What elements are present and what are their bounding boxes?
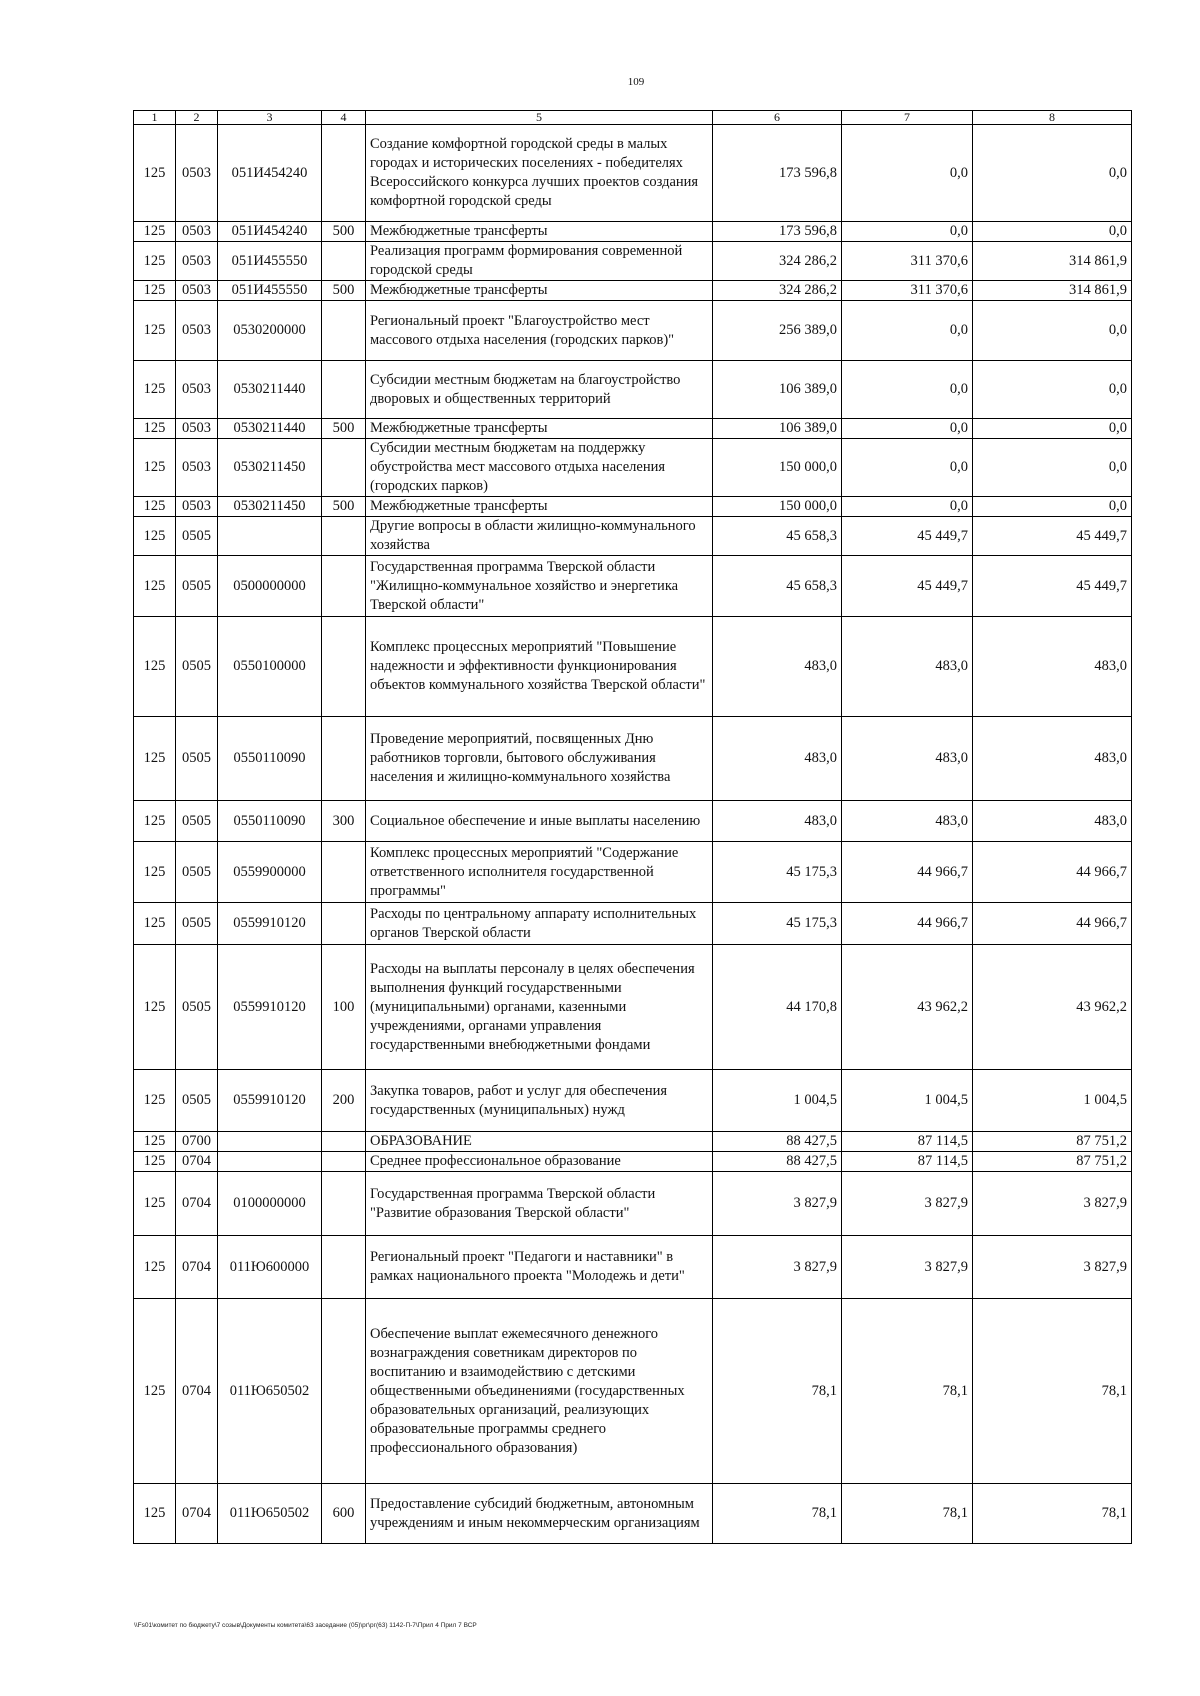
cell-section: 0704 [176,1484,218,1544]
cell-value-6: 3 827,9 [713,1172,842,1236]
cell-name: Обеспечение выплат ежемесячного денежного вознаграждения советникам директоров по воспитанию и взаимодействию с детскими общественными объединениями (государственных образовательных организаций, реализующих образовательные программы среднего профессионального образования) [366,1299,713,1484]
cell-target-article: 011Ю600000 [218,1236,322,1299]
cell-admin: 125 [134,1152,176,1172]
table-row [134,945,1132,1070]
cell-name: Среднее профессиональное образование [366,1152,713,1172]
cell-value-7: 0,0 [842,301,973,361]
table-row [134,842,1132,903]
cell-target-article: 0100000000 [218,1172,322,1236]
cell-value-7: 44 966,7 [842,903,973,945]
cell-section: 0503 [176,361,218,419]
cell-value-6: 150 000,0 [713,497,842,517]
cell-value-7: 45 449,7 [842,556,973,617]
cell-name: Региональный проект "Педагоги и наставники" в рамках национального проекта "Молодежь и дети" [366,1236,713,1299]
cell-admin: 125 [134,242,176,281]
cell-admin: 125 [134,945,176,1070]
cell-name: Комплекс процессных мероприятий "Повышение надежности и эффективности функционирования объектов коммунального хозяйства Тверской области" [366,617,713,717]
cell-value-8: 45 449,7 [973,556,1132,617]
cell-value-6: 1 004,5 [713,1070,842,1132]
cell-value-8: 314 861,9 [973,281,1132,301]
cell-value-7: 0,0 [842,439,973,497]
cell-admin: 125 [134,517,176,556]
cell-admin: 125 [134,801,176,842]
cell-value-6: 45 658,3 [713,517,842,556]
cell-value-6: 45 175,3 [713,903,842,945]
cell-value-7: 0,0 [842,419,973,439]
cell-value-7: 0,0 [842,497,973,517]
cell-admin: 125 [134,281,176,301]
cell-target-article: 051И455550 [218,281,322,301]
column-header: 7 [842,111,973,125]
column-header: 6 [713,111,842,125]
table-row [134,419,1132,439]
cell-name: Субсидии местным бюджетам на благоустройство дворовых и общественных территорий [366,361,713,419]
cell-value-8: 483,0 [973,801,1132,842]
cell-value-7: 0,0 [842,361,973,419]
cell-name: Межбюджетные трансферты [366,281,713,301]
cell-admin: 125 [134,125,176,222]
cell-name: ОБРАЗОВАНИЕ [366,1132,713,1152]
cell-value-7: 78,1 [842,1484,973,1544]
cell-value-8: 3 827,9 [973,1172,1132,1236]
table-row [134,301,1132,361]
table-row [134,222,1132,242]
cell-name: Расходы на выплаты персоналу в целях обеспечения выполнения функций государственными (муниципальными) органами, казенными учреждениями, органами управления государственными внебюджетными фондами [366,945,713,1070]
cell-name: Субсидии местным бюджетам на поддержку обустройства мест массового отдыха населения (городских парков) [366,439,713,497]
cell-target-article: 0559910120 [218,1070,322,1132]
cell-target-article: 0550110090 [218,717,322,801]
cell-value-8: 78,1 [973,1484,1132,1544]
cell-name: Комплекс процессных мероприятий "Содержание ответственного исполнителя государственной программы" [366,842,713,903]
cell-value-8: 483,0 [973,717,1132,801]
cell-section: 0505 [176,903,218,945]
column-header: 2 [176,111,218,125]
cell-expense-type [322,125,366,222]
cell-value-6: 483,0 [713,801,842,842]
cell-admin: 125 [134,903,176,945]
footer-file-path: \\Fs01\комитет по бюджету\7 созыв\Документы комитета\63 заседание (05)\рг\рг(63) 1142-П-7\Прил 4 Прил 7 ВСР [134,1622,477,1629]
page-number: 109 [627,76,645,88]
cell-value-7: 1 004,5 [842,1070,973,1132]
cell-value-6: 45 658,3 [713,556,842,617]
cell-value-8: 87 751,2 [973,1132,1132,1152]
cell-section: 0503 [176,125,218,222]
cell-value-7: 311 370,6 [842,242,973,281]
cell-admin: 125 [134,1236,176,1299]
cell-section: 0503 [176,242,218,281]
cell-value-6: 44 170,8 [713,945,842,1070]
cell-expense-type: 500 [322,222,366,242]
cell-value-8: 0,0 [973,222,1132,242]
cell-value-6: 150 000,0 [713,439,842,497]
table-row [134,801,1132,842]
cell-section: 0505 [176,801,218,842]
cell-admin: 125 [134,617,176,717]
table-row [134,497,1132,517]
cell-value-8: 78,1 [973,1299,1132,1484]
cell-admin: 125 [134,301,176,361]
cell-value-8: 44 966,7 [973,842,1132,903]
cell-expense-type [322,242,366,281]
cell-target-article [218,1132,322,1152]
cell-expense-type [322,903,366,945]
cell-section: 0503 [176,419,218,439]
table-header-row [134,111,1132,125]
table-row [134,617,1132,717]
cell-section: 0704 [176,1152,218,1172]
cell-value-8: 0,0 [973,301,1132,361]
cell-name: Создание комфортной городской среды в малых городах и исторических поселениях - победителях Всероссийского конкурса лучших проектов создания комфортной городской среды [366,125,713,222]
column-header: 8 [973,111,1132,125]
cell-section: 0503 [176,497,218,517]
cell-section: 0505 [176,617,218,717]
cell-section: 0505 [176,556,218,617]
cell-value-8: 3 827,9 [973,1236,1132,1299]
cell-value-6: 324 286,2 [713,242,842,281]
cell-section: 0704 [176,1299,218,1484]
table-row [134,1132,1132,1152]
column-header: 4 [322,111,366,125]
cell-value-8: 87 751,2 [973,1152,1132,1172]
cell-value-7: 483,0 [842,801,973,842]
cell-expense-type [322,1152,366,1172]
cell-value-7: 44 966,7 [842,842,973,903]
table-row [134,1172,1132,1236]
table-row [134,281,1132,301]
cell-name: Региональный проект "Благоустройство мест массового отдыха населения (городских парков)" [366,301,713,361]
cell-expense-type: 600 [322,1484,366,1544]
cell-target-article: 0550110090 [218,801,322,842]
cell-value-8: 44 966,7 [973,903,1132,945]
column-header: 1 [134,111,176,125]
cell-admin: 125 [134,497,176,517]
cell-name: Государственная программа Тверской области "Жилищно-коммунальное хозяйство и энергетика Тверской области" [366,556,713,617]
cell-value-8: 0,0 [973,439,1132,497]
cell-expense-type [322,717,366,801]
cell-section: 0503 [176,301,218,361]
cell-expense-type [322,301,366,361]
cell-section: 0704 [176,1236,218,1299]
cell-section: 0704 [176,1172,218,1236]
cell-admin: 125 [134,1132,176,1152]
table-row [134,125,1132,222]
table-row [134,242,1132,281]
cell-value-7: 3 827,9 [842,1236,973,1299]
cell-value-7: 0,0 [842,222,973,242]
cell-admin: 125 [134,1070,176,1132]
cell-name: Проведение мероприятий, посвященных Дню работников торговли, бытового обслуживания населения и жилищно-коммунального хозяйства [366,717,713,801]
cell-admin: 125 [134,222,176,242]
cell-value-6: 45 175,3 [713,842,842,903]
cell-value-6: 173 596,8 [713,222,842,242]
cell-value-6: 88 427,5 [713,1152,842,1172]
cell-value-6: 256 389,0 [713,301,842,361]
cell-value-7: 3 827,9 [842,1172,973,1236]
cell-name: Социальное обеспечение и иные выплаты населению [366,801,713,842]
column-header: 3 [218,111,322,125]
cell-name: Межбюджетные трансферты [366,222,713,242]
cell-name: Предоставление субсидий бюджетным, автономным учреждениям и иным некоммерческим организациям [366,1484,713,1544]
cell-target-article: 0530211440 [218,419,322,439]
cell-admin: 125 [134,556,176,617]
cell-expense-type [322,617,366,717]
cell-value-8: 43 962,2 [973,945,1132,1070]
cell-admin: 125 [134,419,176,439]
cell-admin: 125 [134,842,176,903]
cell-expense-type [322,556,366,617]
cell-admin: 125 [134,1172,176,1236]
cell-expense-type [322,1299,366,1484]
cell-target-article: 011Ю650502 [218,1299,322,1484]
cell-section: 0700 [176,1132,218,1152]
cell-target-article: 0530211440 [218,361,322,419]
cell-target-article: 051И455550 [218,242,322,281]
cell-target-article: 0530200000 [218,301,322,361]
cell-value-7: 43 962,2 [842,945,973,1070]
cell-section: 0505 [176,842,218,903]
cell-value-6: 88 427,5 [713,1132,842,1152]
cell-expense-type: 100 [322,945,366,1070]
cell-value-7: 87 114,5 [842,1152,973,1172]
cell-target-article: 0530211450 [218,497,322,517]
cell-target-article: 0530211450 [218,439,322,497]
cell-expense-type [322,517,366,556]
cell-section: 0503 [176,439,218,497]
table-row [134,903,1132,945]
cell-expense-type [322,439,366,497]
cell-value-6: 173 596,8 [713,125,842,222]
cell-value-7: 0,0 [842,125,973,222]
cell-target-article: 051И454240 [218,125,322,222]
budget-table [133,110,1132,1544]
cell-name: Государственная программа Тверской области "Развитие образования Тверской области" [366,1172,713,1236]
cell-section: 0505 [176,517,218,556]
cell-expense-type: 200 [322,1070,366,1132]
cell-admin: 125 [134,439,176,497]
cell-target-article: 0550100000 [218,617,322,717]
cell-expense-type [322,1132,366,1152]
cell-admin: 125 [134,717,176,801]
table-row [134,517,1132,556]
cell-name: Межбюджетные трансферты [366,419,713,439]
cell-value-8: 314 861,9 [973,242,1132,281]
cell-section: 0505 [176,945,218,1070]
cell-target-article: 0559910120 [218,945,322,1070]
cell-value-7: 483,0 [842,617,973,717]
table-row [134,361,1132,419]
cell-value-8: 0,0 [973,361,1132,419]
cell-value-7: 311 370,6 [842,281,973,301]
cell-expense-type [322,1236,366,1299]
cell-value-6: 483,0 [713,617,842,717]
cell-expense-type: 300 [322,801,366,842]
table-row [134,1152,1132,1172]
table-row [134,717,1132,801]
table-body [134,111,1132,1544]
cell-admin: 125 [134,1484,176,1544]
table-row [134,439,1132,497]
cell-expense-type [322,1172,366,1236]
column-header: 5 [366,111,713,125]
cell-target-article [218,517,322,556]
cell-value-8: 0,0 [973,419,1132,439]
cell-expense-type: 500 [322,281,366,301]
cell-expense-type: 500 [322,419,366,439]
cell-value-6: 324 286,2 [713,281,842,301]
cell-value-7: 45 449,7 [842,517,973,556]
cell-name: Закупка товаров, работ и услуг для обеспечения государственных (муниципальных) нужд [366,1070,713,1132]
table-row [134,1236,1132,1299]
cell-target-article: 0559900000 [218,842,322,903]
cell-name: Другие вопросы в области жилищно-коммунального хозяйства [366,517,713,556]
cell-section: 0505 [176,717,218,801]
cell-value-8: 483,0 [973,617,1132,717]
cell-value-8: 0,0 [973,125,1132,222]
cell-target-article: 0500000000 [218,556,322,617]
cell-value-8: 0,0 [973,497,1132,517]
cell-value-8: 45 449,7 [973,517,1132,556]
table-row [134,556,1132,617]
table-row [134,1299,1132,1484]
cell-admin: 125 [134,1299,176,1484]
cell-target-article: 0559910120 [218,903,322,945]
table-row [134,1484,1132,1544]
cell-expense-type [322,842,366,903]
cell-name: Расходы по центральному аппарату исполнительных органов Тверской области [366,903,713,945]
cell-value-6: 78,1 [713,1484,842,1544]
cell-expense-type [322,361,366,419]
cell-value-7: 87 114,5 [842,1132,973,1152]
cell-value-6: 78,1 [713,1299,842,1484]
cell-value-8: 1 004,5 [973,1070,1132,1132]
cell-value-6: 483,0 [713,717,842,801]
cell-target-article [218,1152,322,1172]
cell-target-article: 051И454240 [218,222,322,242]
cell-value-6: 106 389,0 [713,361,842,419]
cell-section: 0503 [176,281,218,301]
cell-expense-type: 500 [322,497,366,517]
cell-value-6: 3 827,9 [713,1236,842,1299]
cell-value-6: 106 389,0 [713,419,842,439]
cell-section: 0505 [176,1070,218,1132]
cell-name: Реализация программ формирования современной городской среды [366,242,713,281]
cell-name: Межбюджетные трансферты [366,497,713,517]
table-row [134,1070,1132,1132]
cell-admin: 125 [134,361,176,419]
cell-target-article: 011Ю650502 [218,1484,322,1544]
cell-value-7: 78,1 [842,1299,973,1484]
cell-value-7: 483,0 [842,717,973,801]
cell-section: 0503 [176,222,218,242]
